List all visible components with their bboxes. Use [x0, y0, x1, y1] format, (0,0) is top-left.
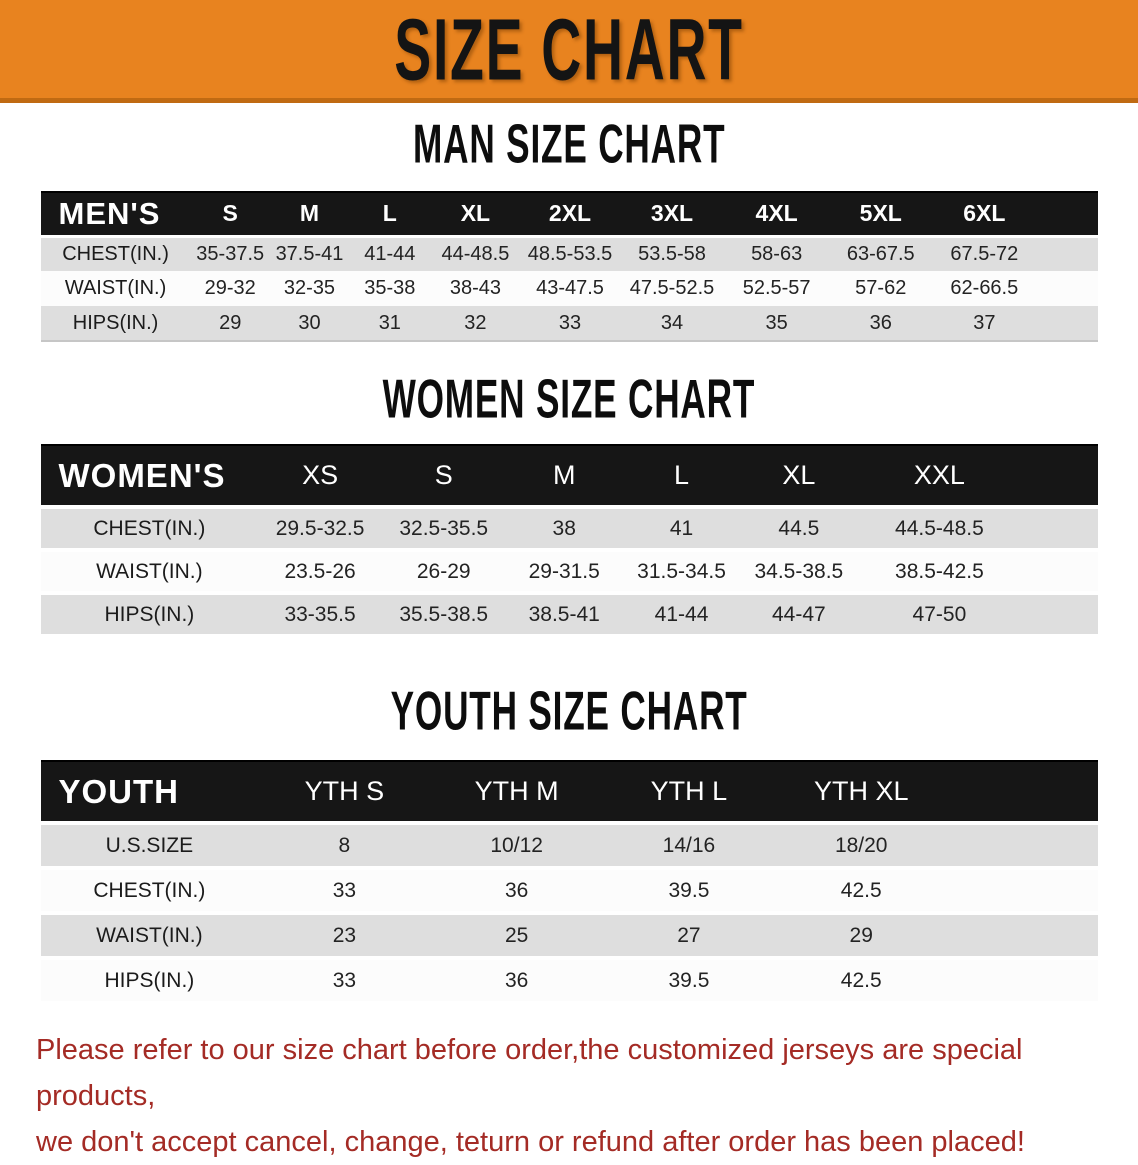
filler-cell — [1036, 306, 1097, 341]
size-chart-banner — [0, 0, 1138, 103]
row-label: WAIST(IN.) — [41, 913, 259, 958]
row-label: CHEST(IN.) — [41, 236, 191, 271]
womens-row-chestin — [41, 507, 1098, 550]
size-value: 36 — [431, 958, 603, 1003]
womens-column-header: L — [623, 445, 740, 507]
row-label: WAIST(IN.) — [41, 550, 259, 593]
mens-header-band — [41, 192, 1098, 236]
size-value: 35-37.5 — [191, 236, 270, 271]
womens-header-band — [41, 445, 1098, 507]
youth-row-chestin — [41, 868, 1098, 913]
youth-row-waistin — [41, 913, 1098, 958]
womens-column-header: XXL — [858, 445, 1022, 507]
filler-cell — [1036, 236, 1097, 271]
size-value: 35-38 — [349, 271, 430, 306]
size-value: 33 — [258, 958, 430, 1003]
mens-header-label: MEN'S — [41, 192, 191, 236]
section-youth — [0, 680, 1138, 1005]
disclaimer — [0, 1027, 1138, 1165]
banner-title: SIZE CHART — [394, 0, 744, 98]
filler-cell — [947, 761, 1097, 823]
filler-cell — [947, 868, 1097, 913]
size-value: 41-44 — [349, 236, 430, 271]
womens-header-label: WOMEN'S — [41, 445, 259, 507]
size-value: 29 — [775, 913, 947, 958]
size-value: 35.5-38.5 — [382, 593, 506, 636]
section-men — [0, 113, 1138, 342]
size-value: 38 — [506, 507, 623, 550]
size-value: 52.5-57 — [724, 271, 829, 306]
filler-cell — [947, 958, 1097, 1003]
size-value: 27 — [603, 913, 775, 958]
youth-column-header: YTH L — [603, 761, 775, 823]
size-value: 33 — [258, 868, 430, 913]
men-heading-text: MAN SIZE CHART — [412, 113, 726, 175]
row-label: HIPS(IN.) — [41, 958, 259, 1003]
youth-header-label: YOUTH — [41, 761, 259, 823]
size-value: 47-50 — [858, 593, 1022, 636]
filler-cell — [947, 913, 1097, 958]
size-value: 37 — [933, 306, 1037, 341]
disclaimer-line-1: Please refer to our size chart before order,the customized jerseys are special products, — [36, 1034, 1023, 1112]
size-value: 23.5-26 — [258, 550, 382, 593]
mens-column-header: 4XL — [724, 192, 829, 236]
row-label: HIPS(IN.) — [41, 306, 191, 341]
size-value: 23 — [258, 913, 430, 958]
size-value: 41-44 — [623, 593, 740, 636]
size-value: 36 — [431, 868, 603, 913]
size-value: 38-43 — [431, 271, 521, 306]
size-value: 47.5-52.5 — [620, 271, 725, 306]
women-section-heading — [0, 368, 1138, 430]
size-value: 44-48.5 — [431, 236, 521, 271]
youth-heading-text: YOUTH SIZE CHART — [390, 680, 748, 742]
size-value: 44.5-48.5 — [858, 507, 1022, 550]
mens-row-hipsin — [41, 306, 1098, 341]
womens-column-header: XS — [258, 445, 382, 507]
youth-column-header: YTH XL — [775, 761, 947, 823]
size-value: 32.5-35.5 — [382, 507, 506, 550]
size-value: 30 — [270, 306, 349, 341]
row-label: CHEST(IN.) — [41, 868, 259, 913]
womens-row-hipsin — [41, 593, 1098, 636]
mens-row-chestin — [41, 236, 1098, 271]
mens-column-header: S — [191, 192, 270, 236]
womens-column-header: S — [382, 445, 506, 507]
section-women — [0, 368, 1138, 638]
mens-row-waistin — [41, 271, 1098, 306]
size-value: 32 — [431, 306, 521, 341]
size-value: 48.5-53.5 — [520, 236, 619, 271]
size-value: 39.5 — [603, 868, 775, 913]
mens-column-header: 5XL — [829, 192, 933, 236]
filler-cell — [1021, 550, 1097, 593]
size-value: 25 — [431, 913, 603, 958]
filler-cell — [947, 823, 1097, 868]
size-value: 53.5-58 — [620, 236, 725, 271]
youth-section-heading — [0, 680, 1138, 742]
size-value: 10/12 — [431, 823, 603, 868]
filler-cell — [1036, 192, 1097, 236]
size-value: 44-47 — [740, 593, 857, 636]
mens-column-header: M — [270, 192, 349, 236]
men-section-heading — [0, 113, 1138, 175]
size-value: 62-66.5 — [933, 271, 1037, 306]
mens-column-header: 6XL — [933, 192, 1037, 236]
size-value: 39.5 — [603, 958, 775, 1003]
mens-column-header: 3XL — [620, 192, 725, 236]
filler-cell — [1021, 593, 1097, 636]
size-value: 29-32 — [191, 271, 270, 306]
disclaimer-line-2: we don't accept cancel, change, teturn or refund after order has been placed! — [36, 1126, 1025, 1158]
row-label: HIPS(IN.) — [41, 593, 259, 636]
size-value: 58-63 — [724, 236, 829, 271]
size-value: 44.5 — [740, 507, 857, 550]
filler-cell — [1021, 445, 1097, 507]
row-label: CHEST(IN.) — [41, 507, 259, 550]
mens-size-table — [41, 191, 1098, 342]
womens-row-waistin — [41, 550, 1098, 593]
youth-row-ussize — [41, 823, 1098, 868]
size-value: 31 — [349, 306, 430, 341]
size-value: 29-31.5 — [506, 550, 623, 593]
size-value: 29.5-32.5 — [258, 507, 382, 550]
womens-size-table — [41, 444, 1098, 638]
row-label: WAIST(IN.) — [41, 271, 191, 306]
size-value: 34 — [620, 306, 725, 341]
size-value: 37.5-41 — [270, 236, 349, 271]
size-value: 18/20 — [775, 823, 947, 868]
size-value: 67.5-72 — [933, 236, 1037, 271]
youth-row-hipsin — [41, 958, 1098, 1003]
size-value: 31.5-34.5 — [623, 550, 740, 593]
size-value: 43-47.5 — [520, 271, 619, 306]
mens-column-header: L — [349, 192, 430, 236]
size-value: 42.5 — [775, 958, 947, 1003]
size-value: 34.5-38.5 — [740, 550, 857, 593]
women-heading-text: WOMEN SIZE CHART — [382, 368, 756, 430]
size-value: 35 — [724, 306, 829, 341]
size-value: 26-29 — [382, 550, 506, 593]
size-value: 63-67.5 — [829, 236, 933, 271]
size-value: 32-35 — [270, 271, 349, 306]
size-value: 14/16 — [603, 823, 775, 868]
womens-column-header: M — [506, 445, 623, 507]
size-value: 57-62 — [829, 271, 933, 306]
size-value: 29 — [191, 306, 270, 341]
size-value: 36 — [829, 306, 933, 341]
mens-column-header: 2XL — [520, 192, 619, 236]
size-value: 8 — [258, 823, 430, 868]
filler-cell — [1021, 507, 1097, 550]
youth-column-header: YTH S — [258, 761, 430, 823]
youth-header-band — [41, 761, 1098, 823]
size-value: 33 — [520, 306, 619, 341]
size-value: 33-35.5 — [258, 593, 382, 636]
size-value: 42.5 — [775, 868, 947, 913]
youth-column-header: YTH M — [431, 761, 603, 823]
filler-cell — [1036, 271, 1097, 306]
size-value: 38.5-42.5 — [858, 550, 1022, 593]
row-label: U.S.SIZE — [41, 823, 259, 868]
youth-size-table — [41, 760, 1098, 1005]
size-value: 41 — [623, 507, 740, 550]
size-value: 38.5-41 — [506, 593, 623, 636]
womens-column-header: XL — [740, 445, 857, 507]
mens-column-header: XL — [431, 192, 521, 236]
